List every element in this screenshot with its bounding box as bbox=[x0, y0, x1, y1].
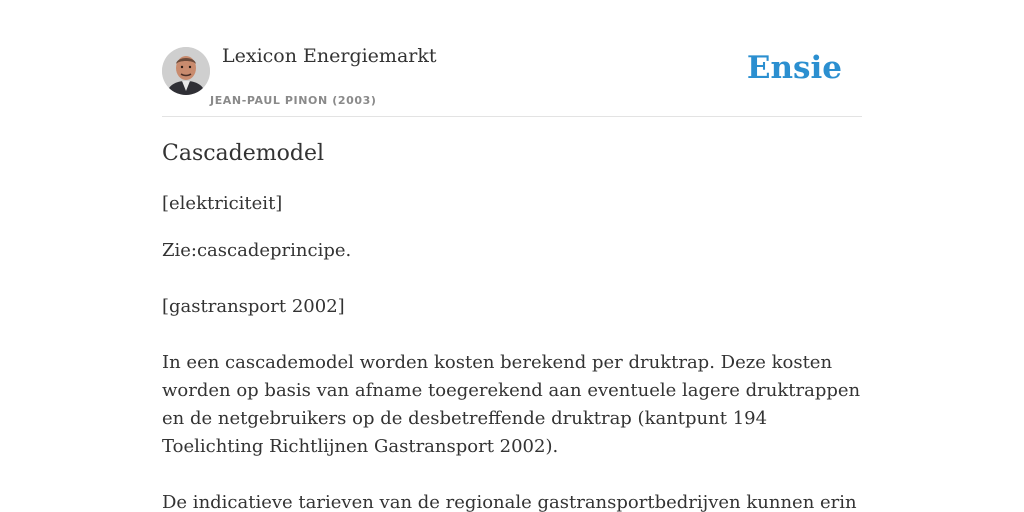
domain-label-electricity: [elektriciteit] bbox=[162, 193, 283, 214]
header bbox=[162, 0, 862, 117]
lexicon-title-link[interactable]: Lexicon Energiemarkt bbox=[222, 45, 437, 67]
author-name: JEAN-PAUL PINON (2003) bbox=[210, 94, 377, 107]
definition-paragraph-continued: De indicatieve tarieven van de regionale gastransportbedrijven kunnen erin bbox=[162, 492, 857, 512]
domain-label-gas-transport: [gastransport 2002] bbox=[162, 296, 345, 317]
author-photo-icon bbox=[162, 47, 210, 95]
page bbox=[162, 0, 862, 512]
entry-content bbox=[162, 138, 862, 512]
definition-paragraph: In een cascademodel worden kosten berekend per druktrap. Deze kosten worden op basis van afname toegerekend aan eventuele lagere druktrappen en de netgebruikers op de desbetreffende druktrap (kantpunt 194 Toelichting Richtlijnen Gastransport 2002). bbox=[162, 352, 861, 457]
author-avatar bbox=[162, 47, 210, 95]
entry-title: Cascademodel bbox=[162, 141, 325, 166]
ensie-logo-link[interactable]: Ensie bbox=[746, 50, 842, 86]
see-also-reference: Zie:cascadeprincipe. bbox=[162, 240, 352, 261]
